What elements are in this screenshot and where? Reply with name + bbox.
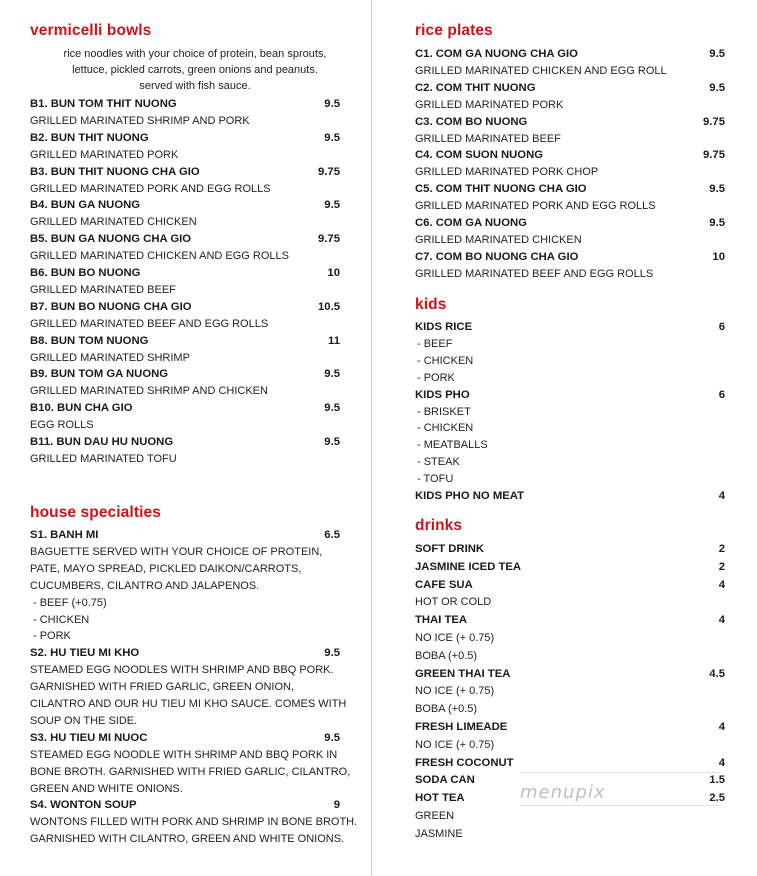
- item-name: B8. BUN TOM NUONG: [30, 334, 149, 347]
- item-option: - MEATBALLS: [417, 439, 488, 452]
- item-price: 4: [718, 578, 725, 591]
- menu-item: [30, 197, 340, 214]
- section-title-drinks: drinks: [415, 517, 463, 534]
- menu-item: [30, 400, 340, 417]
- item-option: - BRISKET: [417, 405, 471, 418]
- item-price: 10: [712, 250, 725, 263]
- item-description: GRILLED MARINATED SHRIMP AND PORK: [30, 114, 250, 127]
- item-name: B9. BUN TOM GA NUONG: [30, 368, 169, 381]
- item-option: - CHICKEN: [417, 354, 474, 367]
- item-name: KIDS PHO NO MEAT: [415, 490, 524, 502]
- item-description: STEAMED EGG NOODLE WITH SHRIMP AND BBQ PORK IN: [30, 748, 338, 761]
- menu-item: [415, 147, 725, 164]
- watermark-line: [520, 772, 720, 773]
- menu-item: [30, 366, 340, 383]
- item-name: KIDS PHO: [415, 388, 470, 401]
- watermark-logo: menupix: [520, 782, 606, 803]
- item-price: 9.75: [318, 233, 340, 246]
- watermark-line: [520, 805, 720, 806]
- item-price: 9.5: [709, 217, 725, 229]
- menu-item: [415, 719, 725, 736]
- item-name: CAFE SUA: [415, 578, 473, 591]
- item-price: 6: [718, 321, 725, 333]
- menu-item: [30, 645, 340, 662]
- item-option: - TOFU: [417, 473, 454, 486]
- menu-item: [415, 114, 725, 131]
- item-description: GREEN AND WHITE ONIONS.: [30, 782, 183, 795]
- item-price: 9.5: [709, 81, 725, 94]
- item-description: GRILLED MARINATED BEEF AND EGG ROLLS: [30, 317, 269, 330]
- menu-item: [415, 755, 725, 772]
- item-option: NO ICE (+ 0.75): [415, 738, 495, 751]
- item-name: B3. BUN THIT NUONG CHA GIO: [30, 165, 200, 178]
- item-description: CILANTRO AND OUR HU TIEU MI KHO SAUCE. COMES WITH: [30, 698, 347, 710]
- item-price: 10.5: [318, 300, 340, 313]
- item-option: JASMINE: [415, 827, 463, 840]
- item-name: C3. COM BO NUONG: [415, 115, 528, 128]
- item-name: S1. BANH MI: [30, 529, 99, 541]
- section-intro: rice noodles with your choice of protein, bean sprouts,: [63, 48, 327, 60]
- item-price: 9.5: [324, 368, 340, 381]
- item-description: PATE, MAYO SPREAD, PICKLED DAIKON/CARROTS,: [30, 562, 302, 575]
- item-name: KIDS RICE: [415, 321, 473, 333]
- item-name: B2. BUN THIT NUONG: [30, 131, 149, 144]
- menu-item: [415, 541, 725, 558]
- item-price: 2: [718, 543, 725, 555]
- item-description: GRILLED MARINATED TOFU: [30, 452, 177, 465]
- item-name: S4. WONTON SOUP: [30, 799, 137, 812]
- menu-item: [30, 333, 340, 350]
- item-option: - STEAK: [417, 456, 460, 469]
- item-description: GRILLED MARINATED PORK: [415, 98, 564, 111]
- item-name: FRESH LIMEADE: [415, 721, 508, 733]
- menu-item: [30, 96, 340, 113]
- item-description: GRILLED MARINATED BEEF: [30, 283, 176, 296]
- item-option: - BEEF: [417, 337, 453, 350]
- item-name: C2. COM THIT NUONG: [415, 81, 536, 94]
- item-description: GRILLED MARINATED PORK CHOP: [415, 166, 599, 179]
- menu-item: [415, 612, 725, 629]
- section-intro: lettuce, pickled carrots, green onions and peanuts.: [72, 64, 318, 76]
- menu-item: [415, 319, 725, 336]
- menu-item: [30, 730, 340, 747]
- item-price: 9.75: [318, 165, 340, 178]
- item-name: B10. BUN CHA GIO: [30, 402, 133, 415]
- item-name: S2. HU TIEU MI KHO: [30, 647, 140, 660]
- item-option: - PORK: [33, 630, 71, 643]
- item-name: B11. BUN DAU HU NUONG: [30, 436, 174, 448]
- item-description: GARNISHED WITH FRIED GARLIC, GREEN ONION,: [30, 681, 295, 694]
- item-price: 9.5: [324, 98, 340, 110]
- item-option: - CHICKEN: [33, 613, 90, 626]
- menu-item: [415, 577, 725, 594]
- item-name: FRESH COCONUT: [415, 756, 514, 769]
- item-price: 9.5: [324, 647, 340, 660]
- item-description: GARNISHED WITH CILANTRO, GREEN AND WHITE ONIONS.: [30, 833, 345, 846]
- menu-item: [415, 80, 725, 97]
- item-option: - BEEF (+0.75): [33, 596, 107, 609]
- item-price: 2: [718, 560, 725, 573]
- item-name: HOT TEA: [415, 792, 465, 805]
- item-description: GRILLED MARINATED SHRIMP AND CHICKEN: [30, 385, 268, 398]
- item-price: 9.5: [709, 48, 725, 60]
- item-option: NO ICE (+ 0.75): [415, 685, 495, 698]
- menu-item: [415, 181, 725, 198]
- menu-item: [30, 231, 340, 248]
- menu-item: [30, 130, 340, 147]
- item-name: C7. COM BO NUONG CHA GIO: [415, 250, 579, 263]
- item-description: GRILLED MARINATED PORK: [30, 148, 179, 161]
- menu-item: [415, 46, 725, 63]
- menu-item: [415, 488, 725, 505]
- item-description: BONE BROTH. GARNISHED WITH FRIED GARLIC, CILANTRO,: [30, 765, 351, 778]
- menu-item: [30, 797, 340, 814]
- item-option: BOBA (+0.5): [415, 703, 478, 716]
- section-title-house-specialties: house specialties: [30, 504, 161, 521]
- item-option: - CHICKEN: [417, 422, 474, 435]
- item-description: GRILLED MARINATED CHICKEN AND EGG ROLLS: [30, 250, 289, 263]
- item-name: C5. COM THIT NUONG CHA GIO: [415, 183, 587, 196]
- menu-item: [30, 434, 340, 451]
- item-price: 9.5: [324, 131, 340, 144]
- section-title-rice-plates: rice plates: [415, 22, 493, 39]
- item-price: 9.5: [709, 183, 725, 196]
- item-price: 1.5: [709, 774, 725, 787]
- item-price: 6.5: [324, 529, 340, 541]
- menu-item: [415, 559, 725, 576]
- item-price: 9.75: [703, 149, 725, 162]
- item-price: 9.5: [324, 402, 340, 415]
- item-name: JASMINE ICED TEA: [415, 560, 522, 573]
- item-price: 4: [718, 614, 725, 627]
- item-name: SOFT DRINK: [415, 543, 485, 555]
- item-price: 10: [327, 267, 340, 279]
- section-title-vermicelli: vermicelli bowls: [30, 22, 152, 39]
- item-name: B7. BUN BO NUONG CHA GIO: [30, 300, 192, 313]
- item-option: NO ICE (+ 0.75): [415, 632, 495, 644]
- item-name: SODA CAN: [415, 774, 475, 787]
- item-name: B5. BUN GA NUONG CHA GIO: [30, 233, 192, 246]
- item-price: 9.75: [703, 115, 725, 128]
- item-description: STEAMED EGG NOODLES WITH SHRIMP AND BBQ PORK.: [30, 664, 334, 677]
- item-price: 11: [328, 334, 340, 347]
- menu-item: [415, 387, 725, 404]
- item-description: GRILLED MARINATED CHICKEN AND EGG ROLL: [415, 64, 667, 77]
- menu-item: [415, 666, 725, 683]
- item-description: SOUP ON THE SIDE.: [30, 714, 138, 727]
- menu-item: [30, 164, 340, 181]
- item-price: 4.5: [709, 667, 725, 680]
- item-description: GRILLED MARINATED CHICKEN: [30, 216, 197, 229]
- item-description: CUCUMBERS, CILANTRO AND JALAPENOS.: [30, 579, 260, 592]
- item-description: GRILLED MARINATED BEEF AND EGG ROLLS: [415, 267, 654, 280]
- menu-item: [30, 299, 340, 316]
- section-intro: served with fish sauce.: [139, 80, 251, 92]
- item-name: C4. COM SUON NUONG: [415, 149, 544, 162]
- item-price: 9.5: [324, 199, 340, 212]
- item-name: B6. BUN BO NUONG: [30, 267, 141, 279]
- item-name: THAI TEA: [415, 614, 468, 627]
- item-name: B4. BUN GA NUONG: [30, 199, 141, 212]
- item-description: GRILLED MARINATED SHRIMP: [30, 351, 190, 364]
- item-price: 4: [718, 721, 725, 733]
- menu-item: [30, 527, 340, 544]
- item-name: S3. HU TIEU MI NUOC: [30, 731, 148, 744]
- item-option: GREEN: [415, 810, 455, 822]
- item-name: B1. BUN TOM THIT NUONG: [30, 98, 177, 110]
- item-price: 9: [333, 799, 340, 812]
- item-description: EGG ROLLS: [30, 419, 94, 432]
- item-name: C1. COM GA NUONG CHA GIO: [415, 48, 578, 60]
- item-name: GREEN THAI TEA: [415, 667, 511, 680]
- item-price: 2.5: [709, 792, 725, 805]
- item-option: HOT OR COLD: [415, 596, 492, 609]
- item-description: GRILLED MARINATED BEEF: [415, 132, 561, 145]
- item-price: 9.5: [324, 436, 340, 448]
- item-price: 6: [718, 388, 725, 401]
- menu-item: [415, 215, 725, 232]
- item-name: C6. COM GA NUONG: [415, 217, 527, 229]
- column-divider: [371, 0, 372, 876]
- item-description: GRILLED MARINATED CHICKEN: [415, 233, 582, 246]
- item-description: GRILLED MARINATED PORK AND EGG ROLLS: [30, 182, 271, 195]
- item-price: 4: [718, 756, 725, 769]
- item-description: BAGUETTE SERVED WITH YOUR CHOICE OF PROTEIN,: [30, 545, 323, 558]
- item-option: - PORK: [417, 371, 455, 384]
- item-price: 9.5: [324, 731, 340, 744]
- item-description: GRILLED MARINATED PORK AND EGG ROLLS: [415, 200, 656, 213]
- menu-item: [30, 265, 340, 282]
- item-price: 4: [718, 490, 725, 502]
- section-title-kids: kids: [415, 296, 447, 313]
- item-description: WONTONS FILLED WITH PORK AND SHRIMP IN BONE BROTH.: [30, 816, 358, 829]
- item-option: BOBA (+0.5): [415, 649, 478, 662]
- menu-item: [415, 249, 725, 266]
